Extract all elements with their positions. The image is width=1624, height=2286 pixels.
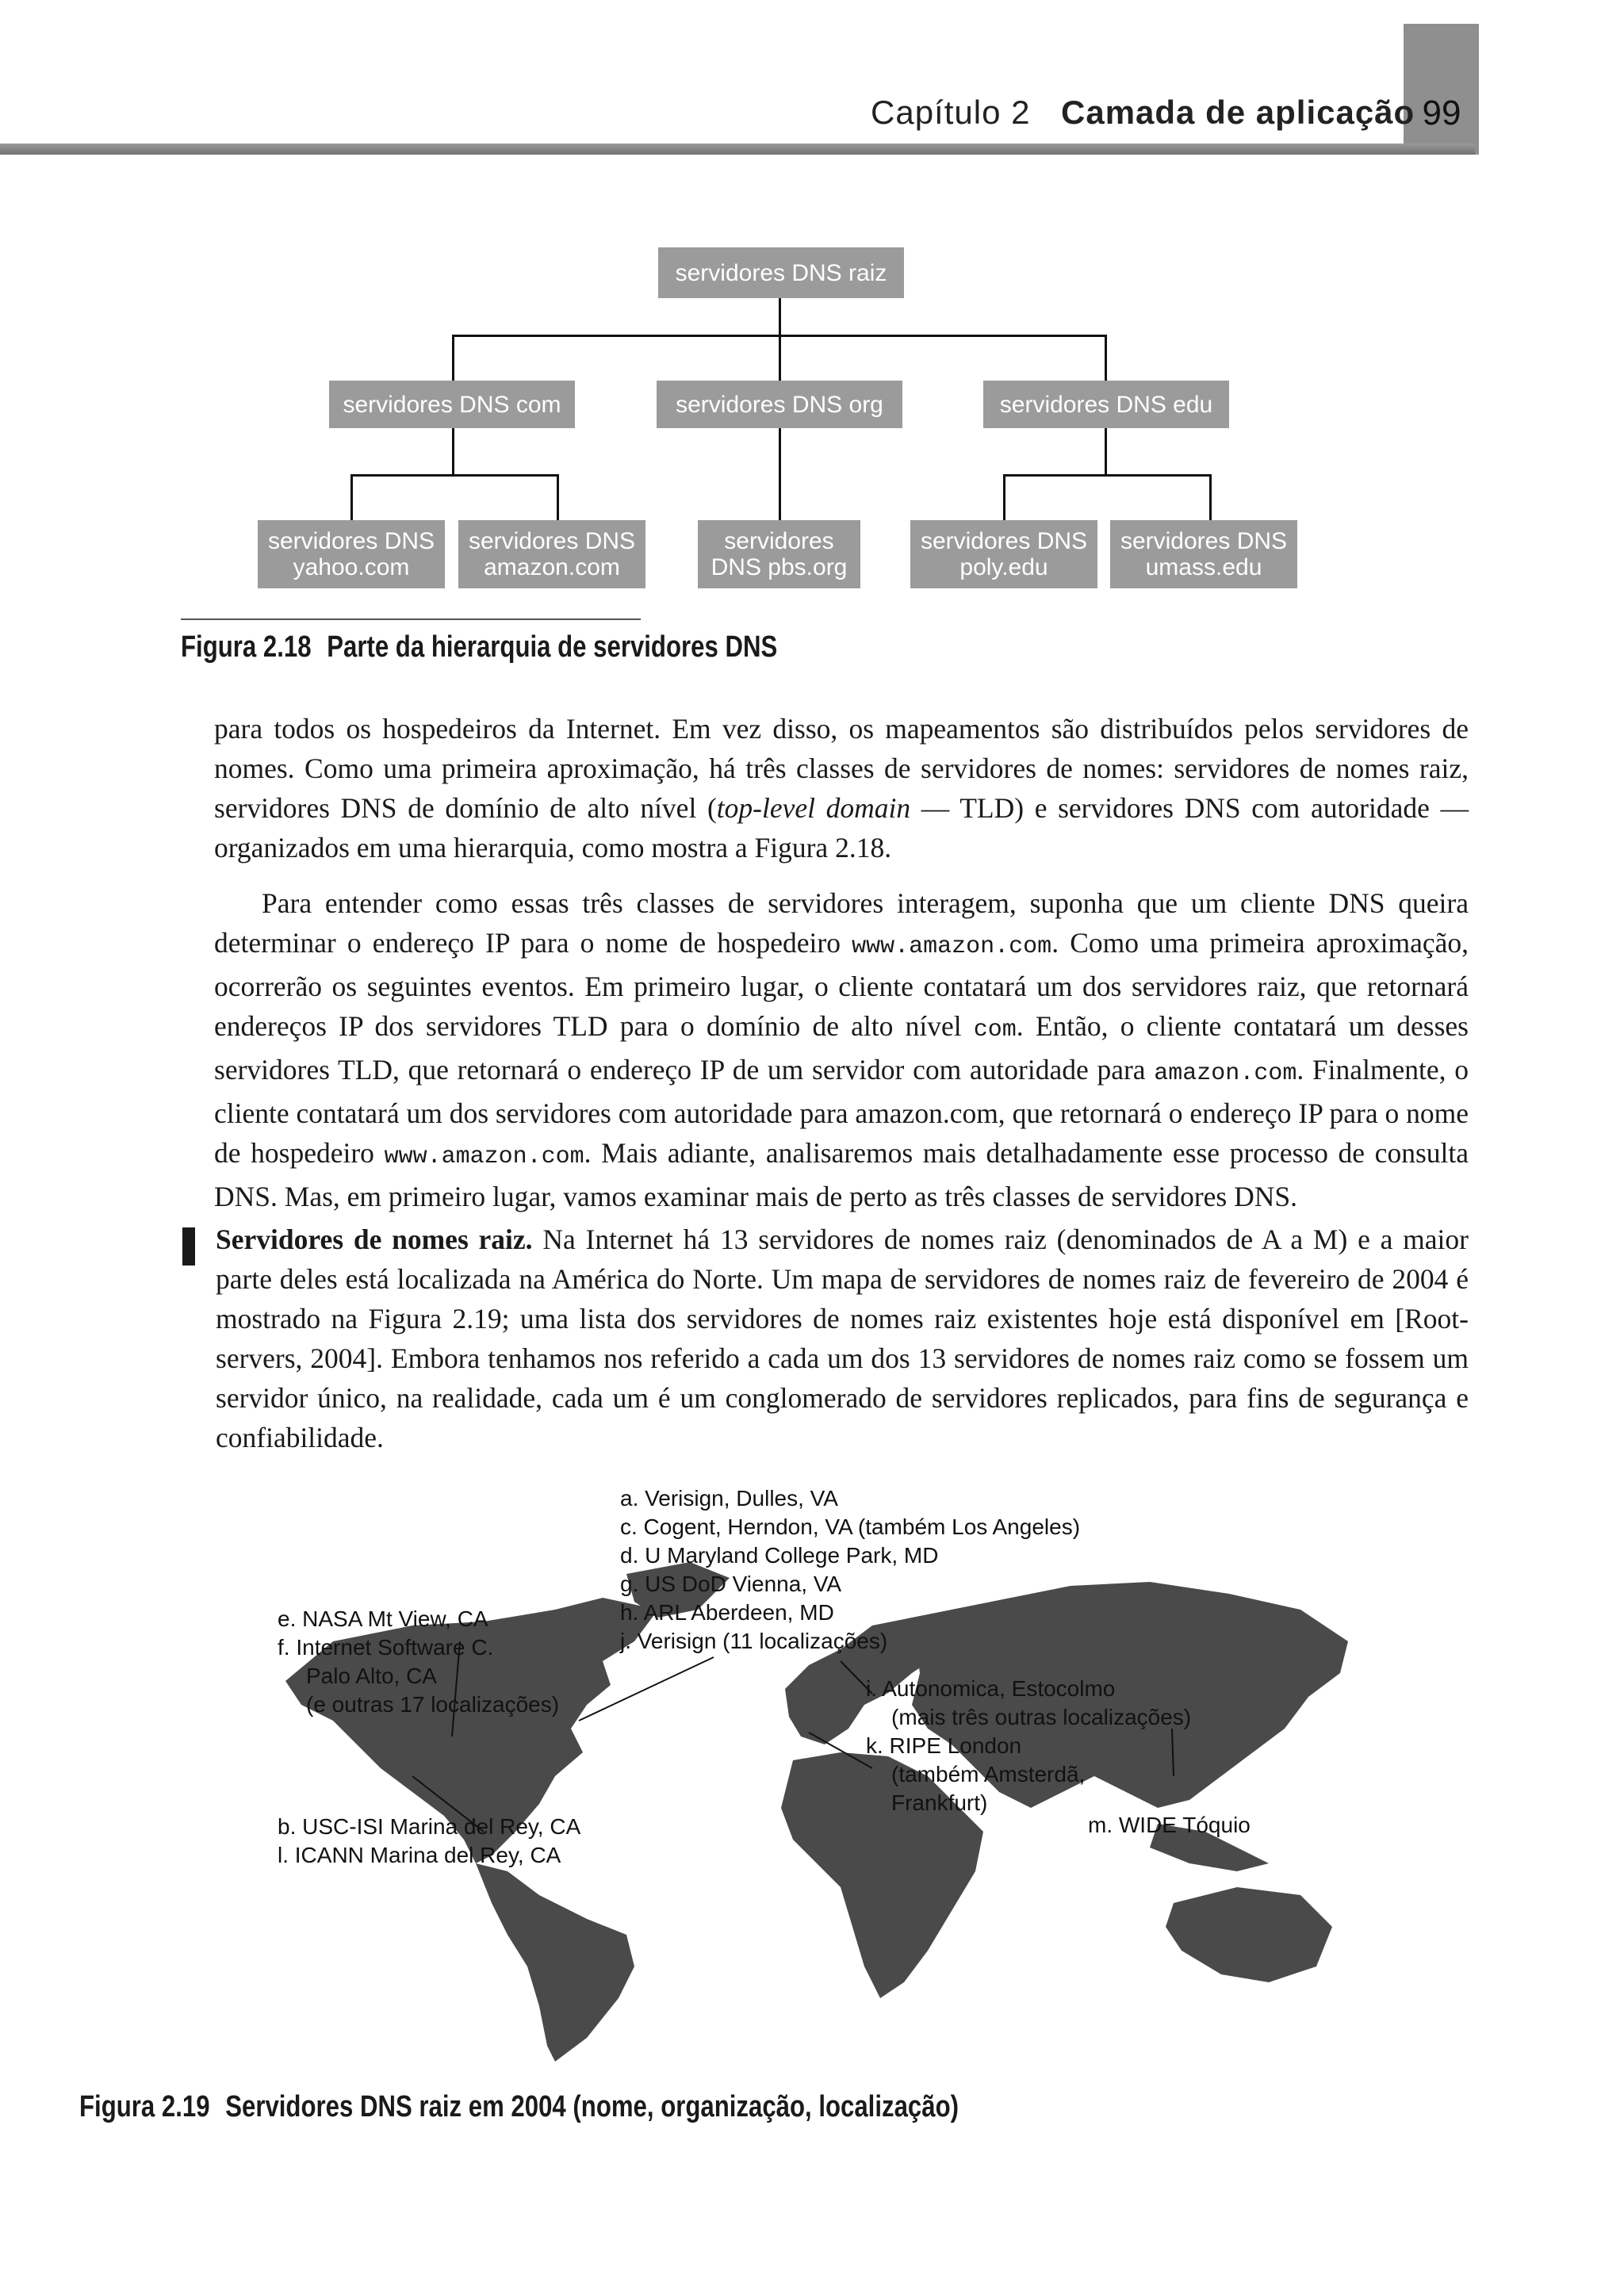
- australia: [1166, 1887, 1332, 1982]
- body-text: [214, 709, 1469, 1216]
- map-label: e. NASA Mt View, CA: [278, 1606, 488, 1631]
- node-auth-yahoo: [258, 520, 445, 588]
- south-america: [476, 1863, 634, 2062]
- node-line-2: amazon.com: [484, 554, 620, 580]
- figure-label: Figura 2.19: [79, 2090, 210, 2123]
- map-label: Frankfurt): [891, 1790, 988, 1815]
- node-tld-com: servidores DNS com: [329, 381, 575, 428]
- figure-2-19-caption: [79, 2090, 959, 2124]
- node-line-1: servidores DNS: [920, 528, 1088, 554]
- map-label: g. US DoD Vienna, VA: [620, 1572, 842, 1596]
- caption-rule: [181, 618, 641, 620]
- node-line-2: poly.edu: [959, 554, 1048, 580]
- figure-title: Parte da hierarquia de servidores DNS: [327, 630, 778, 664]
- running-head-chapter: Capítulo 2: [871, 94, 1031, 131]
- emphasis: top-level domain: [716, 792, 911, 824]
- section-heading: Servidores de nomes raiz.: [216, 1223, 533, 1255]
- connector: [452, 428, 454, 476]
- node-line-2: yahoo.com: [293, 554, 410, 580]
- paragraph-3: Servidores de nomes raiz. Na Internet há 13 servidores de nomes raiz (denominados de A a M) e a maior parte deles está localizada na América do Norte. Um mapa de servidores de nomes raiz de fevereiro de 2004 é mostrado na Figura 2.19; uma lista dos servidores de nomes raiz existentes hoje está disponível em [Root-servers, 2004]. Embora tenhamos nos referido a cada um dos 13 servidores de nomes raiz como se fossem um servidor único, na realidade, cada um é um conglomerado de servidores replicados, para fins de segurança e confiabilidade.: [216, 1223, 1469, 1453]
- map-label: c. Cogent, Herndon, VA (também Los Angeles): [620, 1514, 1081, 1539]
- connector: [1003, 474, 1211, 477]
- dns-hierarchy-figure: [0, 0, 1624, 690]
- connector: [779, 428, 781, 520]
- running-head-title: Camada de aplicação: [1061, 94, 1415, 131]
- node-tld-org: servidores DNS org: [657, 381, 902, 428]
- node-root-servers: servidores DNS raiz: [658, 247, 904, 298]
- connector: [1003, 474, 1005, 520]
- section-marker: [182, 1227, 195, 1266]
- hostname-code: amazon.com: [1154, 1060, 1297, 1087]
- paragraph-1: para todos os hospedeiros da Internet. Em vez disso, os mapeamentos são distribuídos pelos servidores de nomes. Como uma primeira aproximação, há três classes de servidores de nomes: servidores de nomes raiz, servidores DNS de domínio de alto nível (top-level domain — TLD) e servidores DNS com autoridade — organizados em uma hierarquia, como mostra a Figura 2.18.: [214, 713, 1469, 863]
- map-label: h. ARL Aberdeen, MD: [620, 1600, 834, 1625]
- connector: [350, 474, 353, 520]
- map-label: l. ICANN Marina del Rey, CA: [278, 1843, 561, 1867]
- map-label: (mais três outras localizações): [891, 1705, 1192, 1729]
- map-label: a. Verisign, Dulles, VA: [620, 1486, 838, 1511]
- figure-2-18-caption: [181, 630, 777, 664]
- connector: [557, 474, 559, 520]
- map-label: d. U Maryland College Park, MD: [620, 1543, 939, 1568]
- node-auth-poly: [910, 520, 1097, 588]
- node-line-2: umass.edu: [1145, 554, 1262, 580]
- connector: [1105, 428, 1107, 476]
- node-line-1: servidores DNS: [1120, 528, 1288, 554]
- connector: [452, 335, 454, 381]
- page-number: 99: [1422, 94, 1461, 132]
- node-tld-edu: servidores DNS edu: [983, 381, 1229, 428]
- figure-title: Servidores DNS raiz em 2004 (nome, organização, localização): [225, 2090, 959, 2123]
- map-label: k. RIPE London: [866, 1733, 1022, 1758]
- node-auth-amazon: [458, 520, 645, 588]
- map-label: j. Verisign (11 localizações): [620, 1629, 888, 1653]
- map-label-tokyo: m. WIDE Tóquio: [1088, 1813, 1251, 1837]
- hostname-code: com: [973, 1017, 1017, 1043]
- map-label: b. USC-ISI Marina del Rey, CA: [278, 1814, 581, 1839]
- node-line-1: servidores DNS: [267, 528, 435, 554]
- map-labels-europe: [866, 1675, 1191, 1817]
- map-label: i. Autonomica, Estocolmo: [866, 1676, 1116, 1701]
- node-line-1: servidores DNS: [468, 528, 636, 554]
- node-auth-pbs: [698, 520, 860, 588]
- map-label: (também Amsterdã,: [891, 1762, 1086, 1786]
- map-label: Palo Alto, CA: [306, 1664, 437, 1688]
- connector: [350, 474, 558, 477]
- node-line-2: DNS pbs.org: [710, 554, 848, 580]
- connector: [779, 335, 781, 381]
- map-label: (e outras 17 localizações): [306, 1692, 560, 1717]
- paragraph-2: Para entender como essas três classes de servidores interagem, suponha que um cliente DNS queira determinar o endereço IP para o nome de hospedeiro www.amazon.com. Como uma primeira aproximação, ocorrerão os seguintes eventos. Em primeiro lugar, o cliente contatará um dos servidores raiz, que retornará endereços IP dos servidores TLD para o domínio de alto nível com. Então, o cliente contatará um desses servidores TLD, que retornará o endereço IP de um servidor com autoridade para amazon.com. Finalmente, o cliente contatará um dos servidores com autoridade para amazon.com, que retornará o endereço IP para o nome de hospedeiro www.amazon.com. Mais adiante, analisaremos mais detalhadamente esse processo de consulta DNS. Mas, em primeiro lugar, vamos examinar mais de perto as três classes de servidores DNS.: [214, 887, 1469, 1212]
- figure-label: Figura 2.18: [181, 630, 312, 664]
- node-line-1: servidores: [724, 528, 834, 554]
- map-labels-southwest: [278, 1813, 580, 1870]
- connector: [779, 298, 781, 336]
- root-servers-paragraph: [216, 1220, 1469, 1457]
- map-labels-west: [278, 1605, 559, 1719]
- connector: [1105, 335, 1107, 381]
- hostname-code: www.amazon.com: [384, 1143, 584, 1170]
- map-label: f. Internet Software C.: [278, 1635, 494, 1660]
- node-auth-umass: [1110, 520, 1297, 588]
- connector: [1209, 474, 1212, 520]
- hostname-code: www.amazon.com: [852, 933, 1052, 960]
- map-labels-center: [620, 1484, 1080, 1656]
